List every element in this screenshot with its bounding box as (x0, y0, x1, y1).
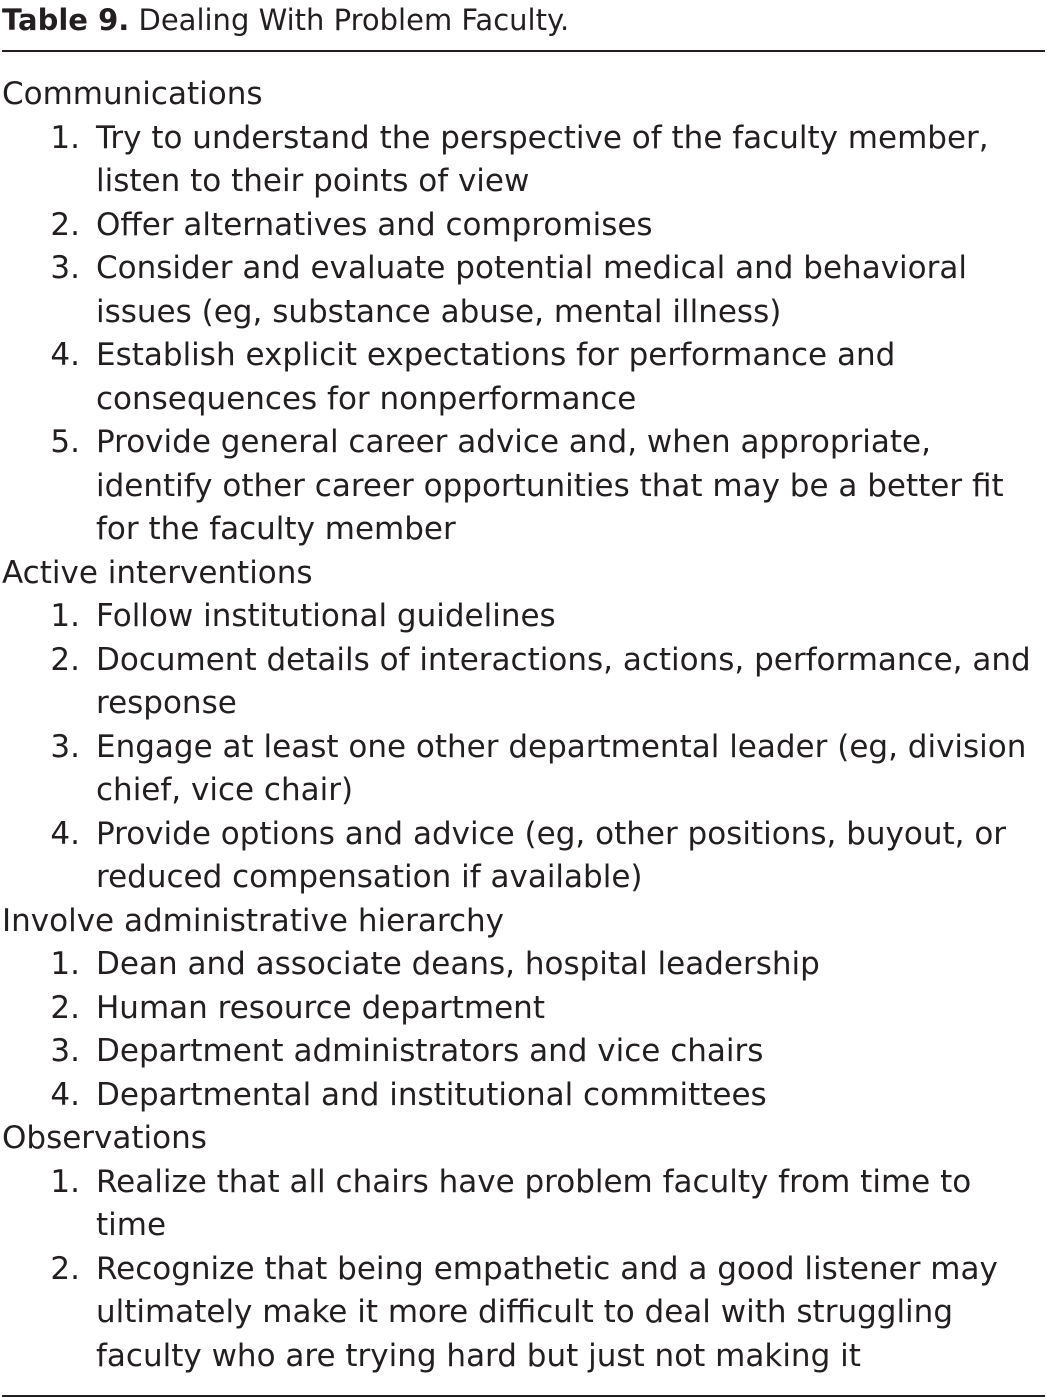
list-item (2, 1161, 1045, 1248)
item-text: Recognize that being empathetic and a good listener may ultimately make it more difficult to deal with struggling faculty who are trying hard but just not making it (96, 1250, 998, 1374)
list-item (2, 813, 1045, 900)
list-item (2, 943, 1045, 987)
item-text: Departmental and institutional committees (96, 1076, 767, 1113)
list-item (2, 334, 1045, 421)
item-text: Document details of interactions, actions, performance, and response (96, 641, 1031, 721)
item-number: 2. (50, 206, 80, 243)
table-title: Dealing With Problem Faculty. (138, 3, 570, 37)
item-text: Try to understand the perspective of the faculty member, listen to their points of view (96, 119, 989, 199)
list-item (2, 726, 1045, 813)
list-item (2, 204, 1045, 248)
item-text: Department administrators and vice chairs (96, 1033, 764, 1069)
item-text: Human resource department (96, 989, 545, 1026)
item-number: 1. (50, 1163, 80, 1200)
list-item (2, 117, 1045, 204)
item-number: 2. (50, 1250, 80, 1287)
item-number: 3. (50, 250, 80, 286)
item-number: 4. (50, 1076, 80, 1113)
item-number: 2. (50, 989, 80, 1026)
item-text: Consider and evaluate potential medical and behavioral issues (eg, substance abuse, mental illness) (96, 250, 967, 330)
list-item (2, 247, 1045, 334)
list-item (2, 1030, 1045, 1074)
item-text: Follow institutional guidelines (96, 598, 556, 634)
section-observations (2, 1117, 1045, 1378)
item-number: 1. (50, 598, 80, 634)
item-number: 3. (50, 728, 80, 765)
item-text: Realize that all chairs have problem faculty from time to time (96, 1163, 972, 1243)
table-label: Table 9. (2, 3, 130, 37)
item-number: 2. (50, 641, 80, 678)
section-active-interventions (2, 552, 1045, 900)
section-communications (2, 73, 1045, 552)
list-item (2, 595, 1045, 639)
list-item (2, 639, 1045, 726)
item-text: Dean and associate deans, hospital leadership (96, 946, 820, 982)
item-number: 5. (50, 424, 80, 460)
section-heading: Active interventions (2, 554, 313, 591)
item-number: 1. (50, 946, 80, 982)
table-caption (2, 0, 1045, 46)
item-text: Establish explicit expectations for performance and consequences for nonperformance (96, 337, 896, 417)
item-text: Provide general career advice and, when appropriate, identify other career opportunities that may be a better fit for the faculty member (96, 424, 1004, 547)
list-item (2, 987, 1045, 1031)
item-text: Offer alternatives and compromises (96, 206, 653, 243)
item-text: Engage at least one other departmental leader (eg, division chief, vice chair) (96, 728, 1027, 808)
item-number: 4. (50, 815, 80, 852)
section-heading: Communications (2, 76, 263, 112)
section-heading: Involve administrative hierarchy (2, 902, 504, 939)
list-item (2, 1248, 1045, 1379)
item-number: 4. (50, 337, 80, 373)
item-number: 3. (50, 1033, 80, 1069)
list-item (2, 421, 1045, 552)
item-number: 1. (50, 119, 80, 156)
table-body (2, 52, 1045, 1395)
item-text: Provide options and advice (eg, other positions, buyout, or reduced compensation if available) (96, 815, 1007, 895)
list-item (2, 1074, 1045, 1118)
section-heading: Observations (2, 1120, 207, 1156)
section-administrative-hierarchy (2, 900, 1045, 1118)
